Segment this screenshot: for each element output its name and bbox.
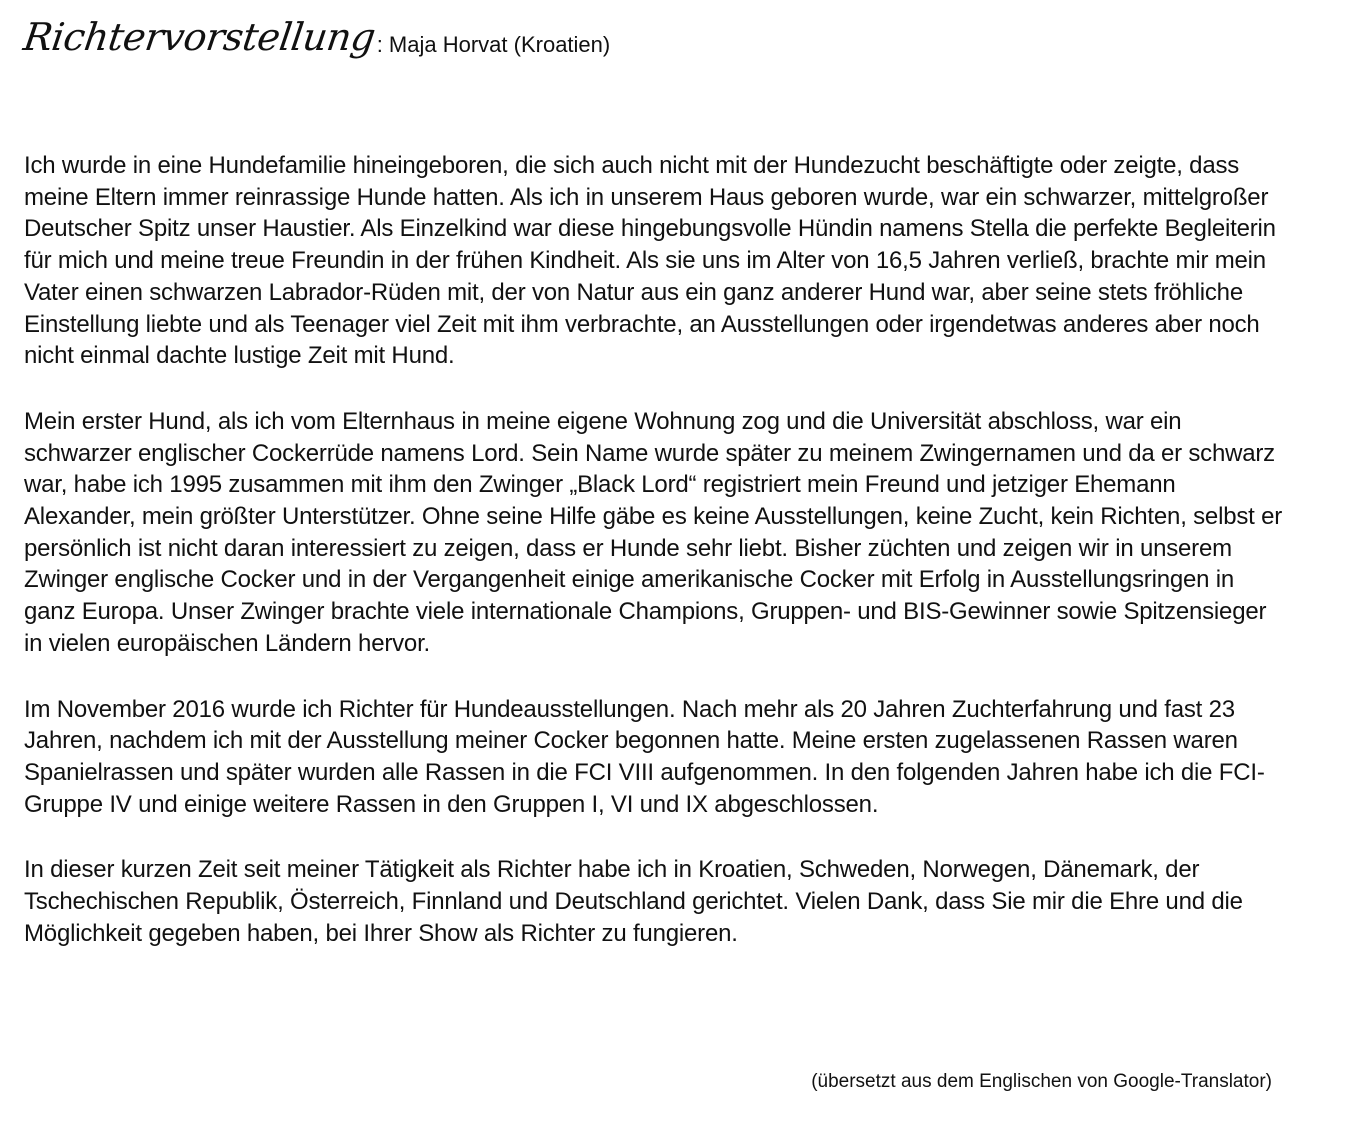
paragraph-countries-thanks: In dieser kurzen Zeit seit meiner Tätigkeit als Richter habe ich in Kroatien, Schweden, Norwegen, Dänemark, der Tschechischen Republik, Österreich, Finnland und Deutschland gerichtet. Vielen Dank, dass Sie mir die Ehre und die Möglichkeit gegeben haben, bei Ihrer Show als Richter zu fungieren. (24, 856, 1243, 947)
page-title (20, 14, 611, 78)
paragraph-judging-career: Im November 2016 wurde ich Richter für Hundeausstellungen. Nach mehr als 20 Jahren Zuchterfahrung und fast 23 Jahren, nachdem ich mit der Ausstellung meiner Cocker begonnen hatte. Meine ersten zugelassenen Rassen waren Spanielrassen und später wurden alle Rassen in die FCI VIII aufgenommen. In den folgenden Jahren habe ich die FCI-Gruppe IV und einige weitere Rassen in den Gruppen I, VI und IX abgeschlossen. (24, 695, 1265, 818)
paragraph-first-dog: Mein erster Hund, als ich vom Elternhaus in meine eigene Wohnung zog und die Universität abschloss, war ein schwarzer englischer Cockerrüde namens Lord. Sein Name wurde später zu meinem Zwingernamen und da er schwarz war, habe ich 1995 zusammen mit ihm den Zwinger „Black Lord“ registriert mein Freund und jetziger Ehemann Alexander, mein größter Unterstützer. Ohne seine Hilfe gäbe es keine Ausstellungen, keine Zucht, kein Richten, selbst er persönlich ist nicht daran interessiert zu zeigen, dass er Hunde sehr liebt. Bisher züchten und zeigen wir in unserem Zwinger englische Cocker und in der Vergangenheit einige amerikanische Cocker mit Erfolg in Ausstellungsringen in ganz Europa. Unser Zwinger brachte viele internationale Champions, Gruppen- und BIS-Gewinner sowie Spitzensieger in vielen europäischen Ländern hervor. (24, 407, 1283, 657)
biography-body (24, 150, 1284, 981)
paragraph-childhood: Ich wurde in eine Hundefamilie hineingeboren, die sich auch nicht mit der Hundezucht beschäftigte oder zeigte, dass meine Eltern immer reinrassige Hunde hatten. Als ich in unserem Haus geboren wurde, war ein schwarzer, mittelgroßer Deutscher Spitz unser Haustier. Als Einzelkind war diese hingebungsvolle Hündin namens Stella die perfekte Begleiterin für mich und meine treue Freundin in der frühen Kindheit. Als sie uns im Alter von 16,5 Jahren verließ, brachte mir mein Vater einen schwarzen Labrador-Rüden mit, der von Natur aus ein ganz anderer Hund war, aber seine stets fröhliche Einstellung liebte und als Teenager viel Zeit mit ihm verbrachte, an Ausstellungen oder irgendetwas anderes aber noch nicht einmal dachte lustige Zeit mit Hund. (24, 152, 1276, 370)
judge-name: Maja Horvat (Kroatien) (388, 32, 611, 57)
script-title-label: Richtervorstellung (20, 15, 378, 59)
translation-note: (übersetzt aus dem Englischen von Google-Translator) (811, 1071, 1272, 1092)
title-colon: : (376, 32, 383, 57)
